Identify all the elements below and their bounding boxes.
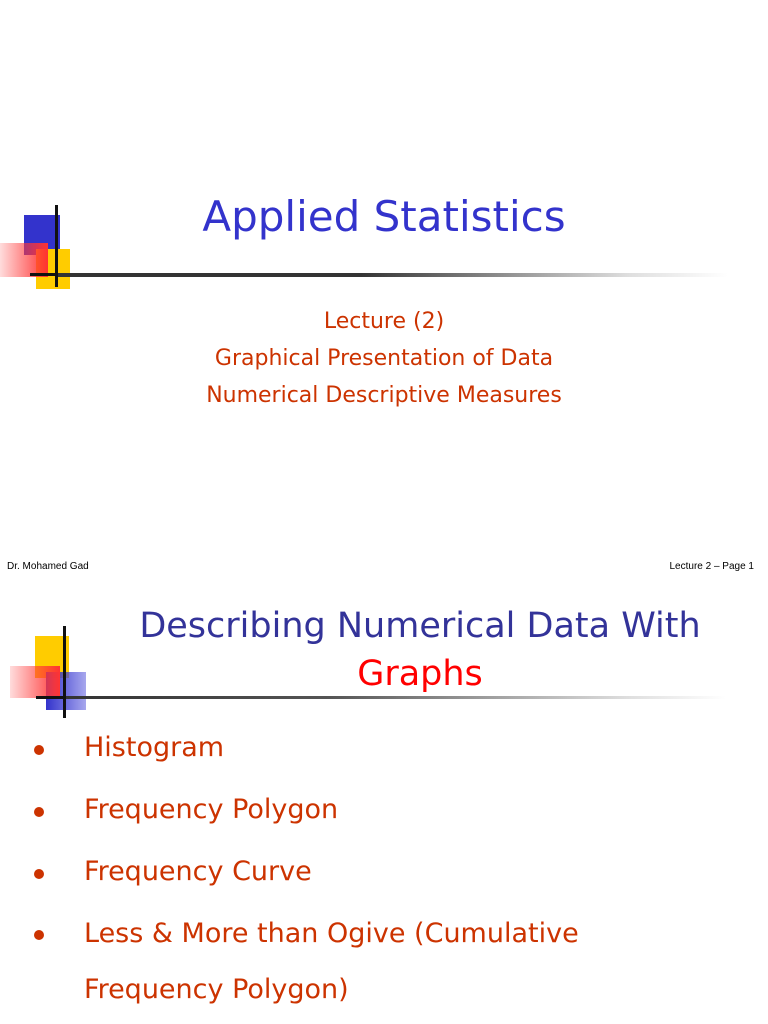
slide-title: Applied Statistics <box>202 192 566 241</box>
bullet-icon <box>34 930 44 940</box>
subtitle-line-2: Graphical Presentation of Data <box>214 346 554 371</box>
list-item <box>30 852 579 892</box>
slide-2 <box>0 588 768 1024</box>
title-underline <box>66 696 726 699</box>
bullet-text-continuation: Frequency Polygon) <box>84 974 349 1005</box>
list-item <box>30 728 579 768</box>
bullet-icon <box>34 869 44 879</box>
bullet-icon <box>34 807 44 817</box>
bullet-icon <box>34 745 44 755</box>
title-underline <box>58 273 728 277</box>
bullet-text: Frequency Polygon <box>84 794 339 825</box>
bullet-text: Less & More than Ogive (Cumulative <box>84 918 579 949</box>
bullet-text: Frequency Curve <box>84 856 312 887</box>
footer-author: Dr. Mohamed Gad <box>7 561 89 572</box>
list-item <box>30 906 579 1018</box>
footer-page-number: Lecture 2 – Page 1 <box>669 561 754 572</box>
subtitle-line-3: Numerical Descriptive Measures <box>206 383 562 408</box>
subtitle-line-1: Lecture (2) <box>323 309 445 334</box>
subtitle-block <box>0 303 768 414</box>
decorative-squares-logo <box>8 626 108 721</box>
slide-title-line-1: Describing Numerical Data With <box>139 606 701 646</box>
list-item <box>30 790 579 830</box>
slide-title-line-2: Graphs <box>357 654 483 694</box>
bullet-list <box>30 728 579 1024</box>
bullet-text: Histogram <box>84 732 225 763</box>
slide-title <box>100 602 740 698</box>
